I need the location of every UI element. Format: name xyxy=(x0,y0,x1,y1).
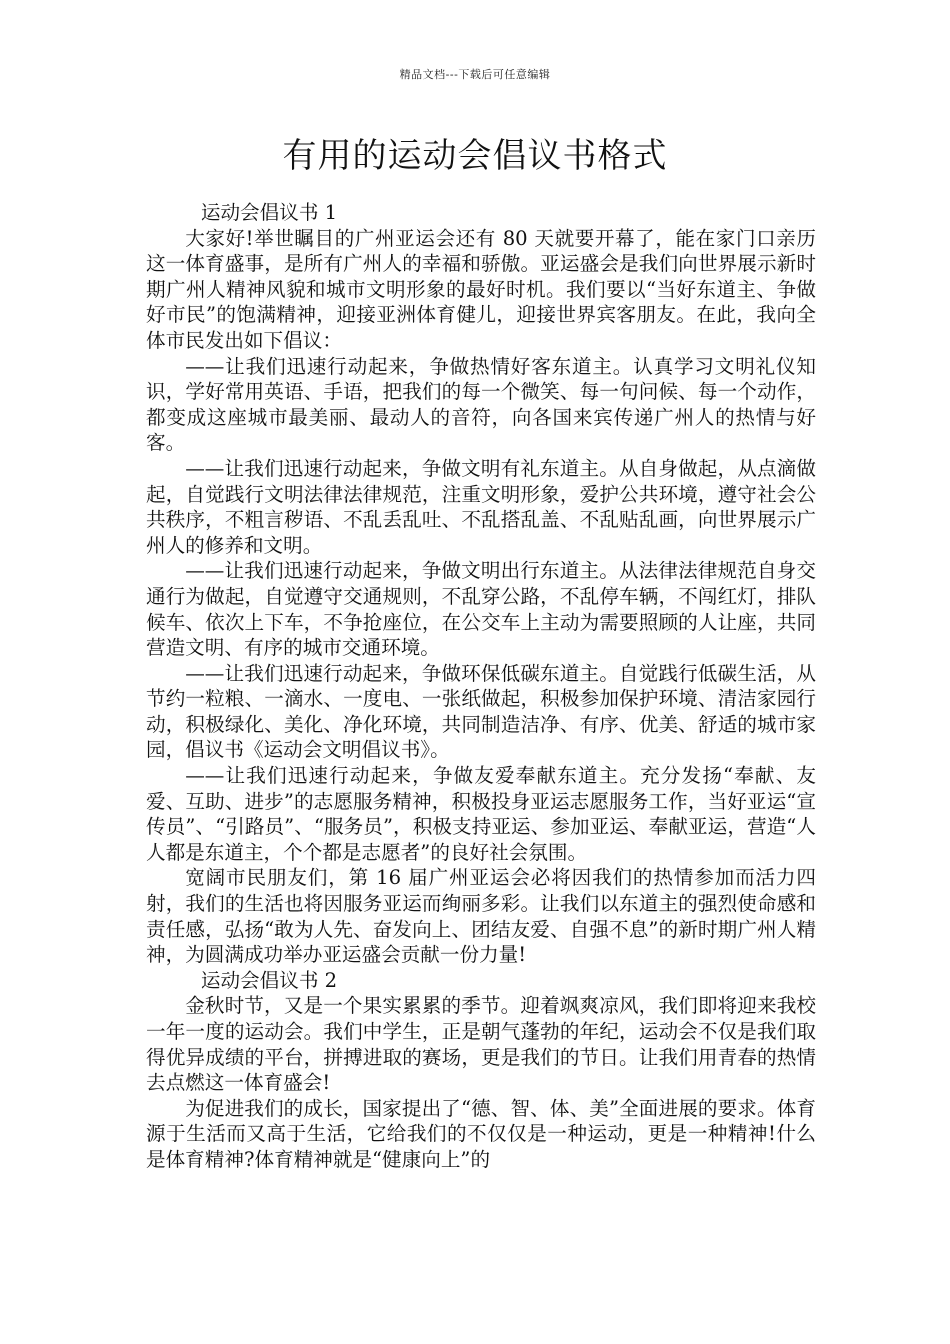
paragraph: 为促进我们的成长，国家提出了“德、智、体、美”全面进展的要求。体育源于生活而又高于生活，它给我们的不仅仅是一种运动，更是一种精神!什么是体育精神?体育精神就是“健康向上”的 xyxy=(146,1096,816,1171)
paragraph: 大家好!举世瞩目的广州亚运会还有 80 天就要开幕了，能在家门口亲历这一体育盛事，是所有广州人的幸福和骄傲。亚运盛会是我们向世界展示新时期广州人精神风貌和城市文明形象的最好时机。我们要以“当好东道主、争做好市民”的饱满精神，迎接亚洲体育健儿，迎接世界宾客朋友。在此，我向全体市民发出如下倡议： xyxy=(146,226,816,352)
paragraph: 宽阔市民朋友们，第 16 届广州亚运会必将因我们的热情参加而活力四射，我们的生活也将因服务亚运而绚丽多彩。让我们以东道主的强烈使命感和责任感，弘扬“敢为人先、奋发向上、团结友爱、自强不息”的新时期广州人精神，为圆满成功举办亚运盛会贡献一份力量! xyxy=(146,866,816,967)
paragraph: ——让我们迅速行动起来，争做友爱奉献东道主。充分发扬“奉献、友爱、互助、进步”的志愿服务精神，积极投身亚运志愿服务工作，当好亚运“宣传员”、“引路员”、“服务员”，积极支持亚运、参加亚运、奉献亚运，营造“人人都是东道主，个个都是志愿者”的良好社会氛围。 xyxy=(146,764,816,864)
section-heading: 运动会倡议书 2 xyxy=(200,968,338,992)
paragraph: ——让我们迅速行动起来，争做热情好客东道主。认真学习文明礼仪知识，学好常用英语、手语，把我们的每一个微笑、每一句问候、每一个动作，都变成这座城市最美丽、最动人的音符，向各国来宾传递广州人的热情与好客。 xyxy=(146,354,816,455)
paragraph: ——让我们迅速行动起来，争做文明出行东道主。从法律法律规范自身交通行为做起，自觉遵守交通规则，不乱穿公路，不乱停车辆，不闯红灯，排队候车、依次上下车，不争抢座位，在公交车上主动为需要照顾的人让座，共同营造文明、有序的城市交通环境。 xyxy=(146,559,816,660)
paragraph: ——让我们迅速行动起来，争做文明有礼东道主。从自身做起，从点滴做起，自觉践行文明法律法律规范，注重文明形象，爱护公共环境，遵守社会公共秩序，不粗言秽语、不乱丢乱吐、不乱搭乱盖、不乱贴乱画，向世界展示广州人的修养和文明。 xyxy=(146,456,816,557)
document-title: 有用的运动会倡议书格式 xyxy=(282,136,668,176)
section-heading: 运动会倡议书 1 xyxy=(200,201,338,224)
paragraph: 金秋时节，又是一个果实累累的季节。迎着飒爽凉风，我们即将迎来我校一年一度的运动会。我们中学生，正是朝气蓬勃的年纪，运动会不仅是我们取得优异成绩的平台，拼搏进取的赛场，更是我们的节日。让我们用青春的热情去点燃这一体育盛会! xyxy=(146,994,816,1095)
header-note: 精品文档---下载后可任意编辑 xyxy=(399,68,551,81)
document-body xyxy=(146,200,816,1173)
paragraph: ——让我们迅速行动起来，争做环保低碳东道主。自觉践行低碳生活，从节约一粒粮、一滴水、一度电、一张纸做起，积极参加保护环境、清洁家园行动，积极绿化、美化、净化环境，共同制造洁净、有序、优美、舒适的城市家园，倡议书《运动会文明倡议书》。 xyxy=(146,661,816,762)
